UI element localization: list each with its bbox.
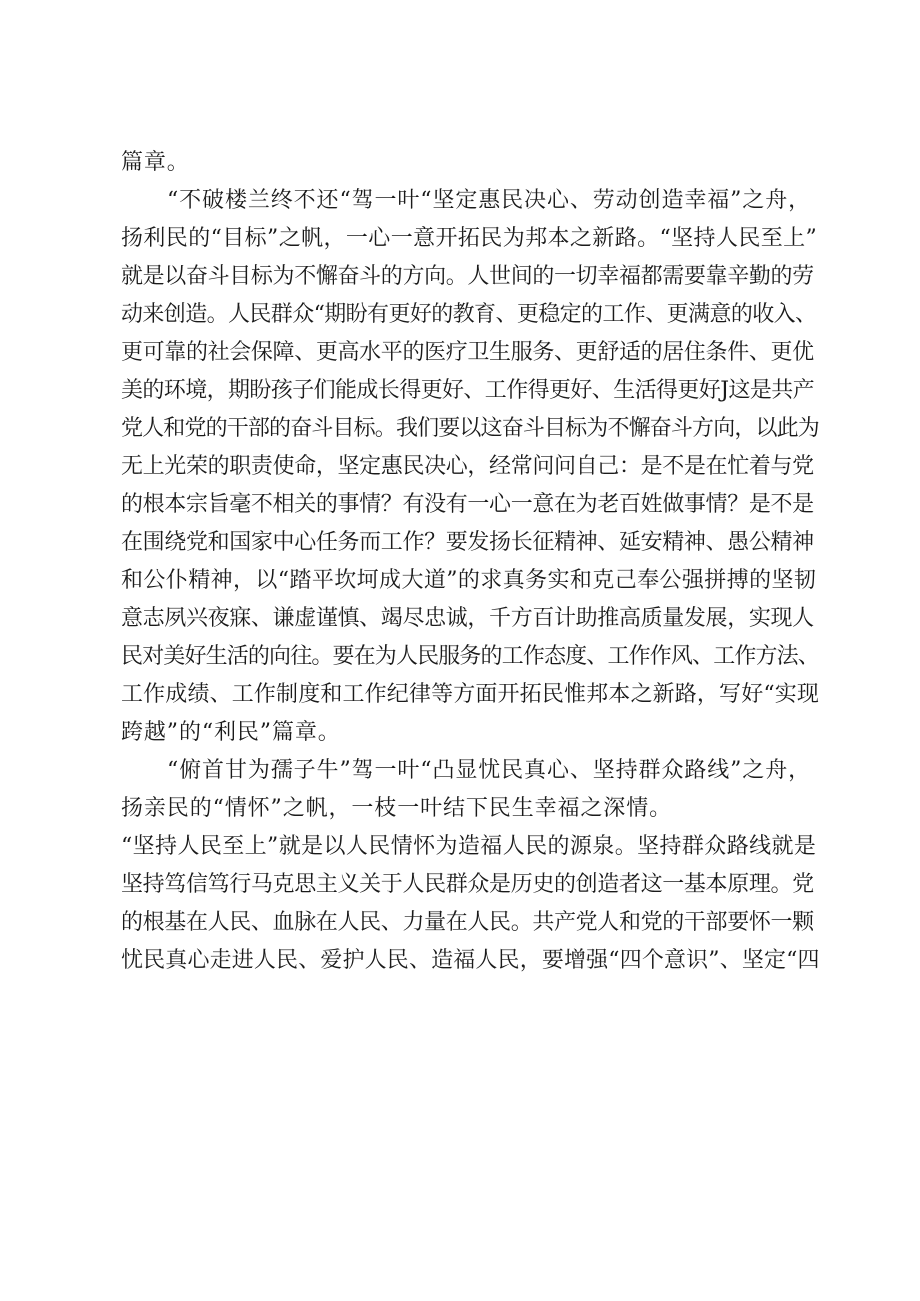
text-line: 的根基在人民、血脉在人民、力量在人民。共产党人和党的干部要怀一颗 (121, 910, 814, 935)
text-line: 意志夙兴夜寐、谦虚谨慎、竭尽忠诚，千方百计助推高质量发展，实现人 (121, 606, 814, 631)
text-line: 篇章。 (121, 150, 190, 175)
text-line: “俯首甘为孺子牛”驾一叶“凸显忧民真心、坚持群众路线”之舟， (167, 758, 811, 783)
document-body-text (121, 144, 821, 980)
text-line: 和公仆精神，以“踏平坎坷成大道”的求真务实和克己奉公强拼搏的坚韧 (121, 568, 817, 593)
text-line: 工作成绩、工作制度和工作纪律等方面开拓民惟邦本之新路，写好“实现 (121, 682, 820, 707)
text-line: 的根本宗旨毫不相关的事情？有没有一心一意在为老百姓做事情？是不是 (121, 492, 814, 517)
text-line: 党人和党的干部的奋斗目标。我们要以这奋斗目标为不懈奋斗方向，以此为 (121, 416, 819, 441)
text-line: 美的环境，期盼孩子们能成长得更好、工作得更好、生活得更好J这是共产 (121, 378, 815, 403)
text-line: 跨越”的“利民”篇章。 (121, 720, 341, 745)
text-line: 更可靠的社会保障、更高水平的医疗卫生服务、更舒适的居住条件、更优 (121, 340, 814, 365)
text-line: 民对美好生活的向往。要在为人民服务的工作态度、工作作风、工作方法、 (121, 644, 819, 669)
text-line: 动来创造。人民群众“期盼有更好的教育、更稳定的工作、更满意的收入、 (121, 302, 817, 327)
text-line: “坚持人民至上”就是以人民情怀为造福人民的源泉。坚持群众路线就是 (121, 834, 817, 859)
text-line: 扬亲民的“情怀”之帆，一枝一叶结下民生幸福之深情。 (121, 796, 672, 821)
text-line: 忧民真心走进人民、爱护人民、造福人民，要增强“四个意识”、坚定“四 (121, 948, 820, 973)
text-line: 在围绕党和国家中心任务而工作？要发扬长征精神、延安精神、愚公精神 (121, 530, 814, 555)
text-line: 坚持笃信笃行马克思主义关于人民群众是历史的创造者这一基本原理。党 (121, 872, 814, 897)
text-line: 无上光荣的职责使命，坚定惠民决心，经常问问自己：是不是在忙着与党 (121, 454, 814, 479)
text-line: “不破楼兰终不还“驾一叶“坚定惠民决心、劳动创造幸福”之舟， (167, 188, 811, 213)
text-line: 扬利民的“目标”之帆，一心一意开拓民为邦本之新路。“坚持人民至上” (121, 226, 818, 251)
text-line: 就是以奋斗目标为不懈奋斗的方向。人世间的一切幸福都需要靠辛勤的劳 (121, 264, 814, 289)
